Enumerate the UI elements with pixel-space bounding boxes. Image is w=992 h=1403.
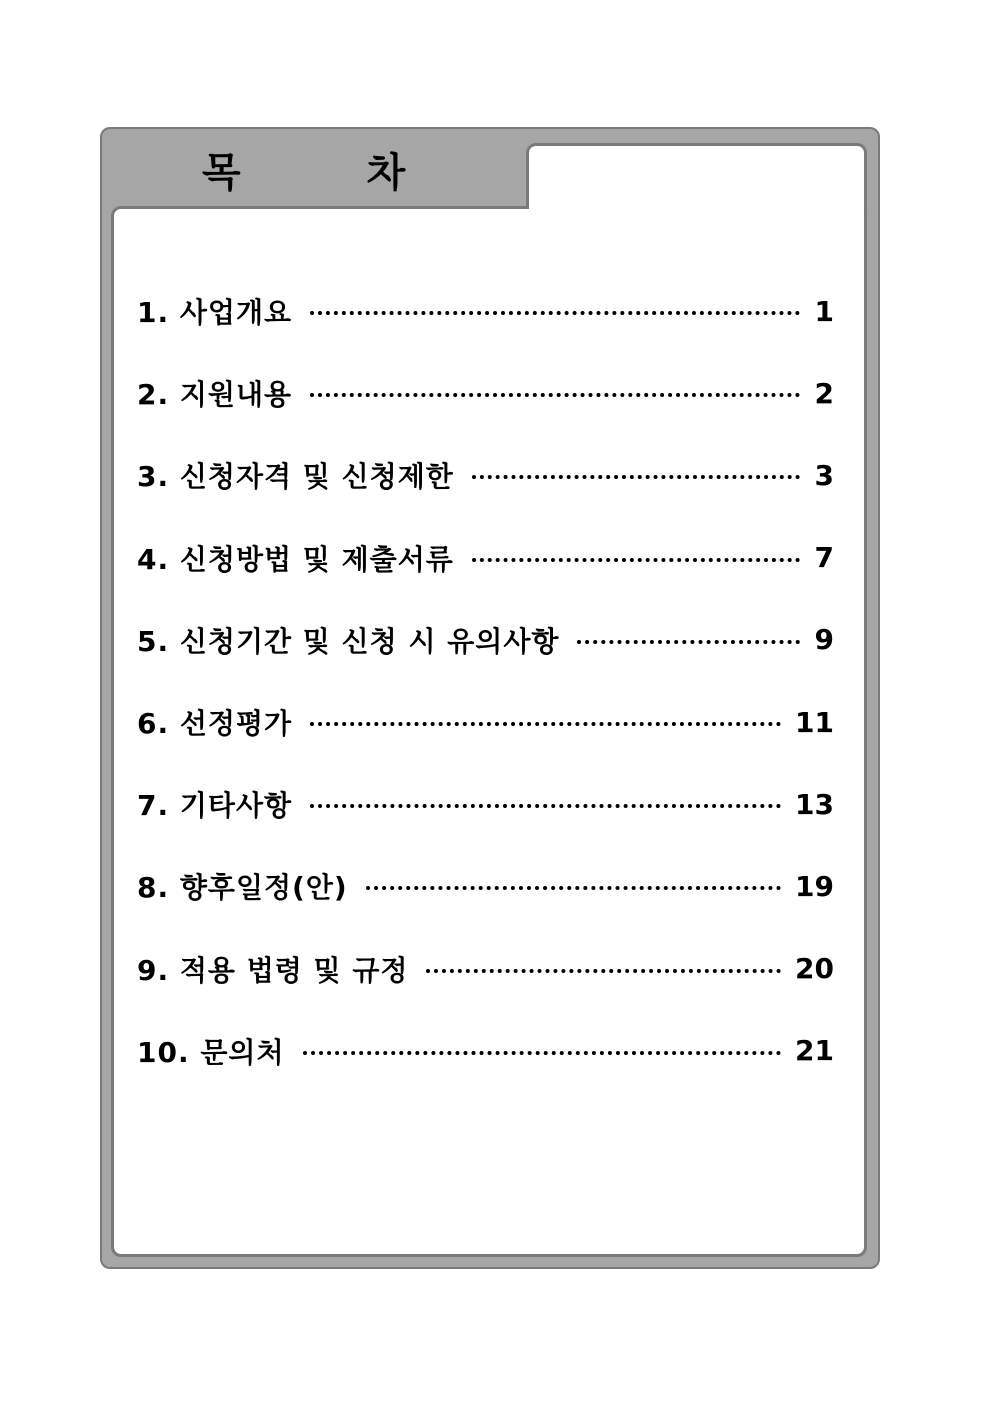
dot-leader	[310, 311, 800, 315]
toc-item-label: 2. 지원내용	[137, 378, 293, 412]
toc-item-6[interactable]	[137, 681, 834, 763]
toc-item-label: 10. 문의처	[137, 1035, 285, 1069]
toc-item-label: 5. 신청기간 및 신청 시 유의사항	[137, 624, 560, 658]
toc-item-label: 6. 선정평가	[137, 707, 293, 741]
dot-leader	[577, 640, 800, 644]
dot-leader	[310, 804, 781, 808]
toc-item-label: 3. 신청자격 및 신청제한	[137, 460, 454, 494]
toc-item-7[interactable]	[137, 763, 834, 845]
toc-item-9[interactable]	[137, 928, 834, 1010]
toc-item-page: 1	[814, 294, 834, 328]
toc-list	[137, 270, 834, 1092]
toc-item-2[interactable]	[137, 352, 834, 434]
toc-item-label: 9. 적용 법령 및 규정	[137, 953, 409, 987]
toc-item-page: 11	[795, 705, 834, 739]
toc-title: 목 차	[202, 149, 462, 196]
toc-item-page: 19	[795, 869, 834, 903]
toc-item-page: 3	[814, 458, 834, 492]
dot-leader	[472, 558, 800, 562]
toc-item-5[interactable]	[137, 599, 834, 681]
toc-item-8[interactable]	[137, 845, 834, 927]
toc-item-page: 2	[814, 376, 834, 410]
dot-leader	[366, 886, 781, 890]
dot-leader	[426, 969, 781, 973]
dot-leader	[310, 393, 800, 397]
toc-item-page: 20	[795, 952, 834, 986]
toc-item-label: 1. 사업개요	[137, 296, 293, 330]
toc-item-1[interactable]	[137, 270, 834, 352]
toc-item-label: 8. 향후일정(안)	[137, 871, 348, 905]
dot-leader	[310, 722, 781, 726]
toc-item-label: 4. 신청방법 및 제출서류	[137, 542, 454, 576]
toc-item-10[interactable]	[137, 1010, 834, 1092]
toc-item-3[interactable]	[137, 434, 834, 516]
dot-leader	[472, 475, 800, 479]
dot-leader	[303, 1051, 782, 1055]
toc-item-4[interactable]	[137, 517, 834, 599]
panel-join	[529, 203, 864, 215]
toc-item-page: 13	[795, 787, 834, 821]
toc-item-page: 9	[814, 623, 834, 657]
toc-item-page: 21	[795, 1034, 834, 1068]
toc-item-label: 7. 기타사항	[137, 789, 293, 823]
toc-item-page: 7	[814, 541, 834, 575]
